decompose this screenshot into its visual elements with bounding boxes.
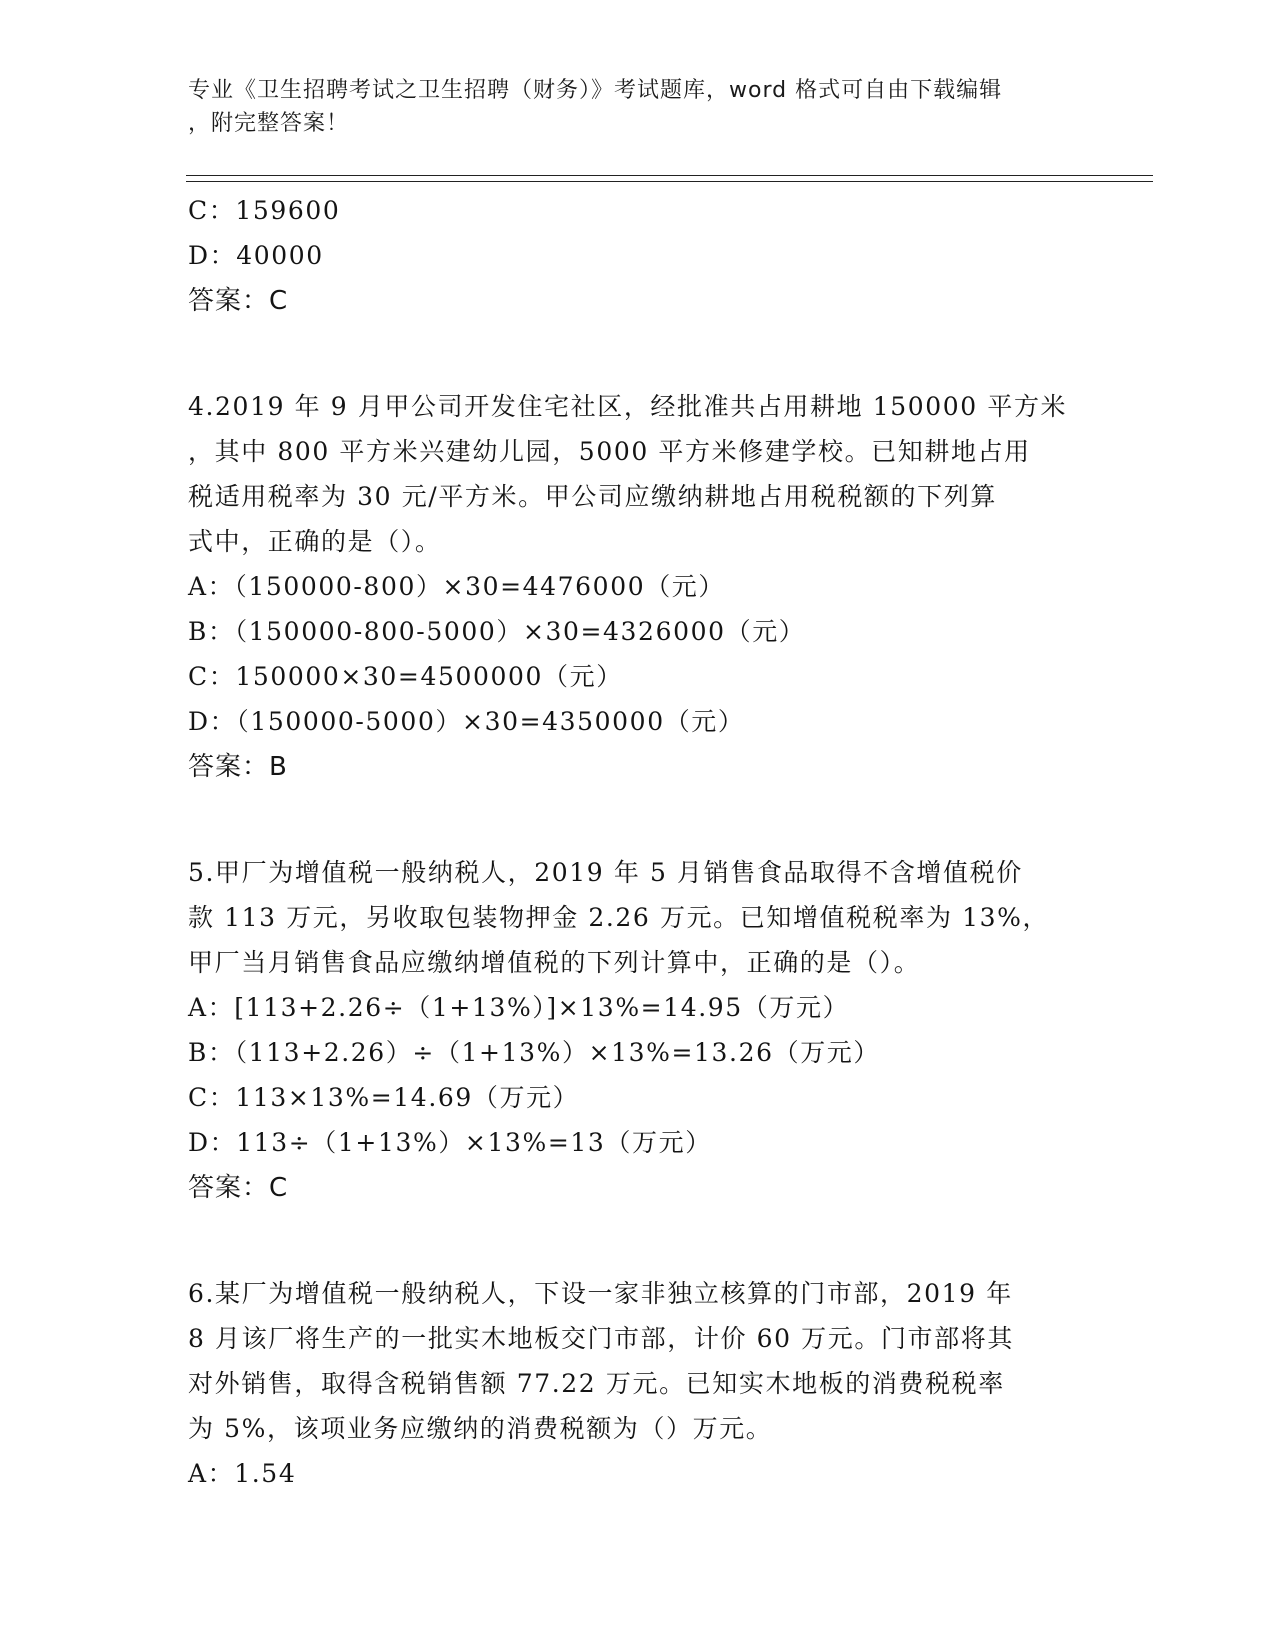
question-3-continued xyxy=(188,188,1088,324)
option-a: A：[113+2.26÷（1+13%）]×13%=14.95（万元） xyxy=(188,993,850,1022)
question-stem-line: 8 月该厂将生产的一批实木地板交门市部，计价 60 万元。门市部将其 xyxy=(188,1324,1014,1353)
answer-line: 答案：C xyxy=(188,1173,289,1203)
option-d: D：（150000-5000）×30=4350000（元） xyxy=(188,707,745,736)
question-stem-line: 式中，正确的是（）。 xyxy=(188,527,442,556)
option-a: A：（150000-800）×30=4476000（元） xyxy=(188,572,725,601)
option-d: D：40000 xyxy=(188,241,324,270)
header-divider-top xyxy=(186,175,1153,176)
question-stem-line: 5.甲厂为增值税一般纳税人，2019 年 5 月销售食品取得不含增值税价 xyxy=(188,858,1023,887)
answer-line: 答案：B xyxy=(188,752,288,782)
header-divider-bottom xyxy=(186,181,1153,182)
question-6 xyxy=(188,1271,1088,1496)
question-stem-line: 为 5%，该项业务应缴纳的消费税额为（）万元。 xyxy=(188,1414,773,1443)
option-c: C：150000×30=4500000（元） xyxy=(188,662,623,691)
header-title-line-2: ，附完整答案！ xyxy=(188,111,350,136)
option-c: C：159600 xyxy=(188,196,341,225)
option-c: C：113×13%=14.69（万元） xyxy=(188,1083,580,1112)
question-5 xyxy=(188,850,1088,1211)
spacer xyxy=(188,790,1088,850)
question-stem-line: 税适用税率为 30 元/平方米。甲公司应缴纳耕地占用税税额的下列算 xyxy=(188,482,997,511)
page-header xyxy=(188,74,1068,140)
option-d: D：113÷（1+13%）×13%=13（万元） xyxy=(188,1128,712,1157)
question-stem-line: 甲厂当月销售食品应缴纳增值税的下列计算中，正确的是（）。 xyxy=(188,948,921,977)
question-stem-line: 4.2019 年 9 月甲公司开发住宅社区，经批准共占用耕地 150000 平方米 xyxy=(188,392,1068,421)
header-title-line-1: 专业《卫生招聘考试之卫生招聘（财务）》考试题库，word 格式可自由下载编辑 xyxy=(188,78,1003,103)
spacer xyxy=(188,1211,1088,1271)
question-stem-line: ，其中 800 平方米兴建幼儿园，5000 平方米修建学校。已知耕地占用 xyxy=(188,437,1031,466)
question-4 xyxy=(188,384,1088,790)
option-b: B：（113+2.26）÷（1+13%）×13%=13.26（万元） xyxy=(188,1038,880,1067)
answer-line: 答案：C xyxy=(188,286,289,316)
question-stem-line: 对外销售，取得含税销售额 77.22 万元。已知实木地板的消费税税率 xyxy=(188,1369,1005,1398)
question-stem-line: 6.某厂为增值税一般纳税人，下设一家非独立核算的门市部，2019 年 xyxy=(188,1279,1013,1308)
option-a: A：1.54 xyxy=(188,1459,297,1488)
question-content xyxy=(188,188,1088,1496)
spacer xyxy=(188,324,1088,384)
question-stem-line: 款 113 万元，另收取包装物押金 2.26 万元。已知增值税税率为 13%， xyxy=(188,903,1050,932)
option-b: B：（150000-800-5000）×30=4326000（元） xyxy=(188,617,806,646)
